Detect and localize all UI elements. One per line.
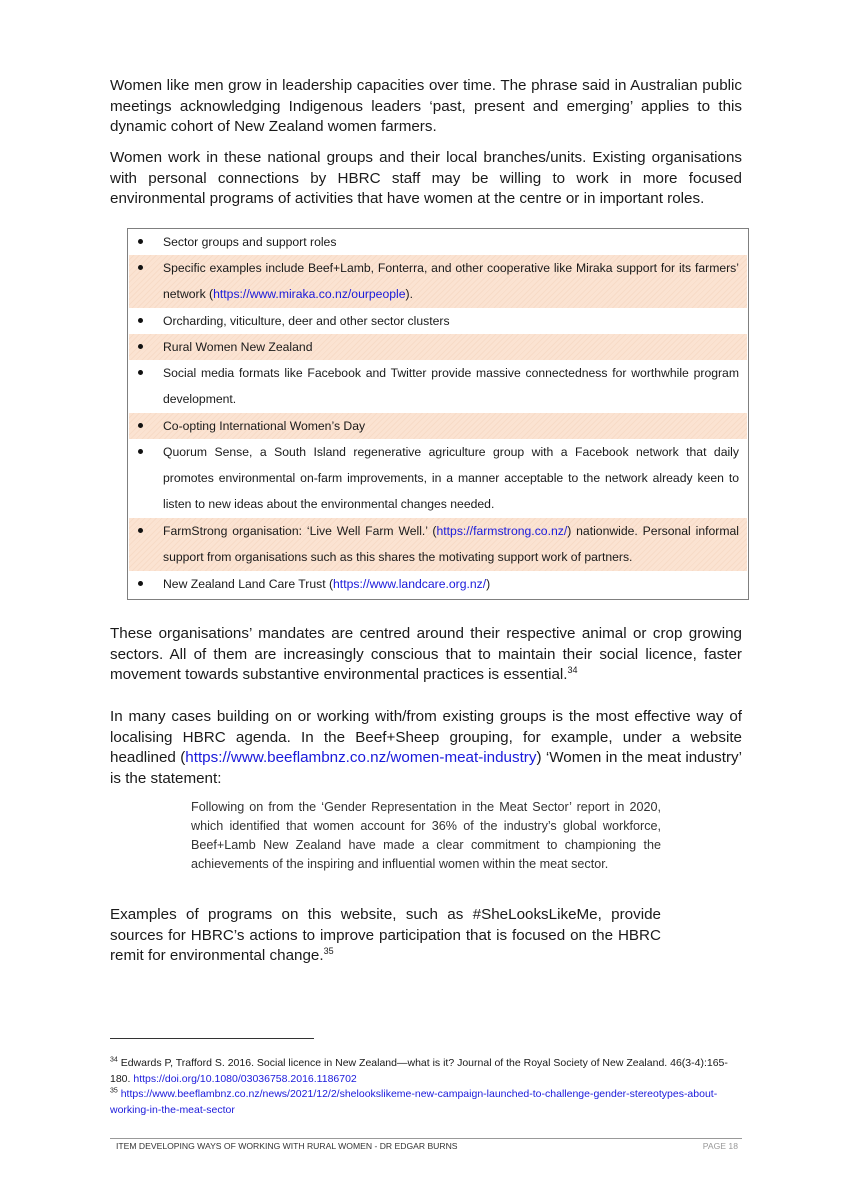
list-item [129,571,747,597]
footnote-text: Edwards P, Trafford S. 2016. Social licence in New Zealand—what is it? Journal of the Royal Society of New Zealand. 46(3-4):165-180. [110,1057,728,1085]
shelookslikeme-link[interactable]: https://www.beeflambnz.co.nz/news/2021/12/2/shelookslikeme-new-campaign-launched-to-challenge-gender-stereotypes-about-working-in-the-meat-sector [110,1088,718,1116]
page-number: PAGE 18 [702,1141,738,1151]
list-item [129,334,747,360]
bullet-icon [138,265,143,270]
list-item-text: New Zealand Land Care Trust ( [163,577,334,591]
list-item-text: ). [405,287,413,301]
list-item [129,413,747,439]
paragraph-mandates [110,624,742,686]
list-item [129,229,747,255]
footnote-35 [110,1087,742,1118]
footnote-number: 35 [110,1087,118,1095]
beeflamb-women-link[interactable]: https://www.beeflambnz.co.nz/women-meat-industry [185,749,537,766]
footnote-ref-35[interactable]: 35 [323,945,334,956]
bullet-icon [138,370,143,375]
bullet-icon [138,449,143,454]
list-item [129,360,747,413]
bullet-icon [138,239,143,244]
footnote-divider [110,1038,314,1039]
farmstrong-link[interactable]: https://farmstrong.co.nz/ [436,524,568,538]
landcare-link[interactable]: https://www.landcare.org.nz/ [333,577,487,591]
paragraph-text: Examples of programs on this website, such as #SheLooksLikeMe, provide sources for HBRC’s actions to improve participation that is focused on the HBRC remit for environmental change. [110,906,661,964]
bullet-icon [138,344,143,349]
footnote-number: 34 [110,1056,118,1064]
list-item-text: Social media formats like Facebook and Twitter provide massive connectedness for worthwhile program development. [163,366,739,406]
doi-link[interactable]: https://doi.org/10.1080/03036758.2016.1186702 [133,1072,357,1085]
list-item [129,518,747,571]
list-item-text: Co-opting International Women’s Day [163,419,366,433]
footer-divider [110,1138,742,1139]
block-quote: Following on from the ‘Gender Representation in the Meat Sector’ report in 2020, which identified that women account for 36% of the industry’s global workforce, Beef+Lamb New Zealand have made a clear commitment to championing the achievements of the inspiring and influential women within the meat sector. [191,800,661,871]
paragraph-text: These organisations’ mandates are centred around their respective animal or crop growing sectors. All of them are increasingly conscious that to maintain their social licence, faster movement towards substantive environmental practices is essential. [110,625,742,683]
paragraph-leadership: Women like men grow in leadership capacities over time. The phrase said in Australian public meetings acknowledging Indigenous leaders ‘past, present and emerging’ applies to this dynamic cohort of New Zealand women farmers. [110,77,742,135]
miraka-link[interactable]: https://www.miraka.co.nz/ourpeople [213,287,406,301]
bullet-list-box [127,228,749,600]
bullet-icon [138,423,143,428]
list-item-text: Specific examples include Beef+Lamb, Fonterra, and other cooperative like Miraka support for its farmers’ network ( [163,261,739,301]
paragraph-national-groups: Women work in these national groups and their local branches/units. Existing organisations with personal connections by HBRC staff may be willing to work in more focused environmental programs of activities that have women at the centre or in important roles. [110,149,742,207]
list-item-text: Orcharding, viticulture, deer and other sector clusters [163,314,450,328]
list-item-text: Sector groups and support roles [163,235,337,249]
bullet-icon [138,528,143,533]
list-item [129,255,747,308]
list-item [129,439,747,518]
paragraph-existing-groups [110,707,742,789]
list-item-text: Rural Women New Zealand [163,340,313,354]
paragraph-text: ) ‘Women in the meat industry’ is the statement: [110,749,742,787]
list-item [129,308,747,334]
paragraph-examples [110,905,661,967]
bullet-icon [138,318,143,323]
footnote-ref-34[interactable]: 34 [567,664,578,675]
paragraph-text: In many cases building on or working with/from existing groups is the most effective way of localising HBRC agenda. In the Beef+Sheep grouping, for example, under a website headlined ( [110,708,742,766]
bullet-icon [138,581,143,586]
list-item-text: ) [486,577,491,591]
footnote-34 [110,1056,742,1087]
footer-title: ITEM DEVELOPING WAYS OF WORKING WITH RURAL WOMEN - DR EDGAR BURNS [116,1141,458,1151]
list-item-text: Quorum Sense, a South Island regenerative agriculture group with a Facebook network that daily promotes environmental on-farm improvements, in a manner acceptable to the network already keen to listen to new ideas about the environmental changes needed. [163,445,739,511]
list-item-text: FarmStrong organisation: ‘Live Well Farm Well.’ ( [163,524,437,538]
list-item-text: ) nationwide. Personal informal support from organisations such as this shares the motivating support work of partners. [163,524,739,564]
